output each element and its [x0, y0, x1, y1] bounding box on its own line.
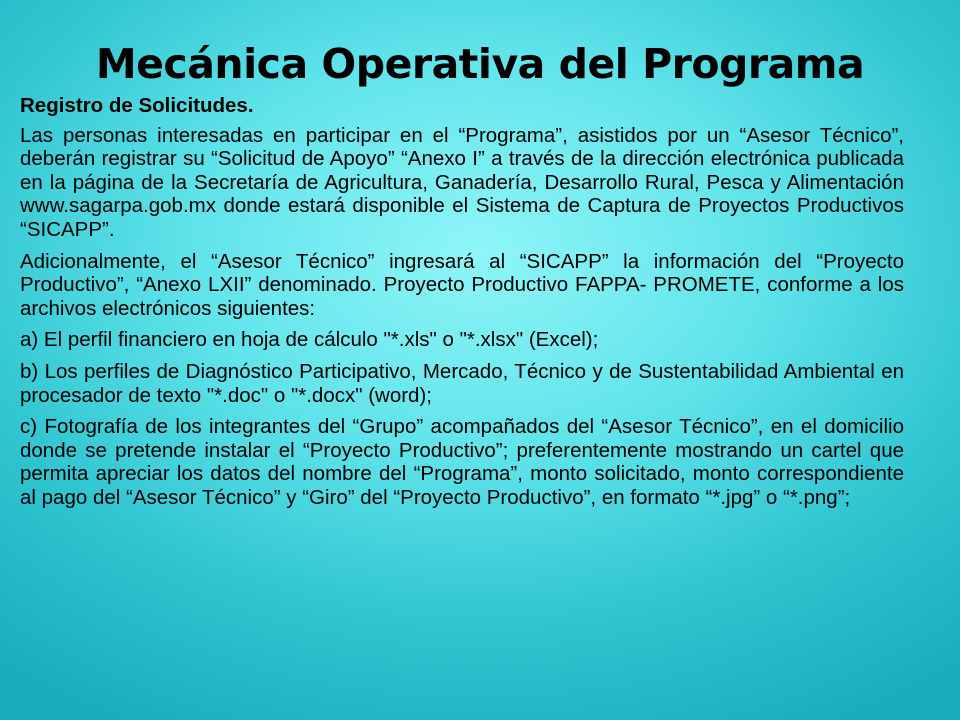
paragraph-additional: Adicionalmente, el “Asesor Técnico” ingresará al “SICAPP” la información del “Proyecto Productivo”, “Anexo LXII” denominado. Proyecto Productivo FAPPA- PROMETE, conforme a los archivos electrónicos siguientes:	[20, 249, 904, 320]
slide-title: Mecánica Operativa del Programa	[95, 40, 865, 88]
list-item-b: b) Los perfiles de Diagnóstico Participativo, Mercado, Técnico y de Sustentabilidad Ambiental en procesador de texto "*.doc" o "*.docx" (word);	[20, 359, 904, 407]
slide-body	[20, 94, 904, 518]
list-item-a: a) El perfil financiero en hoja de cálculo "*.xls" o "*.xlsx" (Excel);	[20, 328, 599, 352]
section-heading: Registro de Solicitudes.	[20, 94, 254, 117]
paragraph-registration: Las personas interesadas en participar en el “Programa”, asistidos por un “Asesor Técnico”, deberán registrar su “Solicitud de Apoyo” “Anexo I” a través de la dirección electrónica publicada en la página de la Secretaría de Agricultura, Ganadería, Desarrollo Rural, Pesca y Alimentación www.sagarpa.gob.mx donde estará disponible el Sistema de Captura de Proyectos Productivos “SICAPP”.	[20, 123, 904, 241]
list-item-c: c) Fotografía de los integrantes del “Grupo” acompañados del “Asesor Técnico”, en el domicilio donde se pretende instalar el “Proyecto Productivo”; preferentemente mostrando un cartel que permita apreciar los datos del nombre del “Programa”, monto solicitado, monto correspondiente al pago del “Asesor Técnico” y “Giro” del “Proyecto Productivo”, en formato “*.jpg” o “*.png”;	[20, 415, 904, 509]
